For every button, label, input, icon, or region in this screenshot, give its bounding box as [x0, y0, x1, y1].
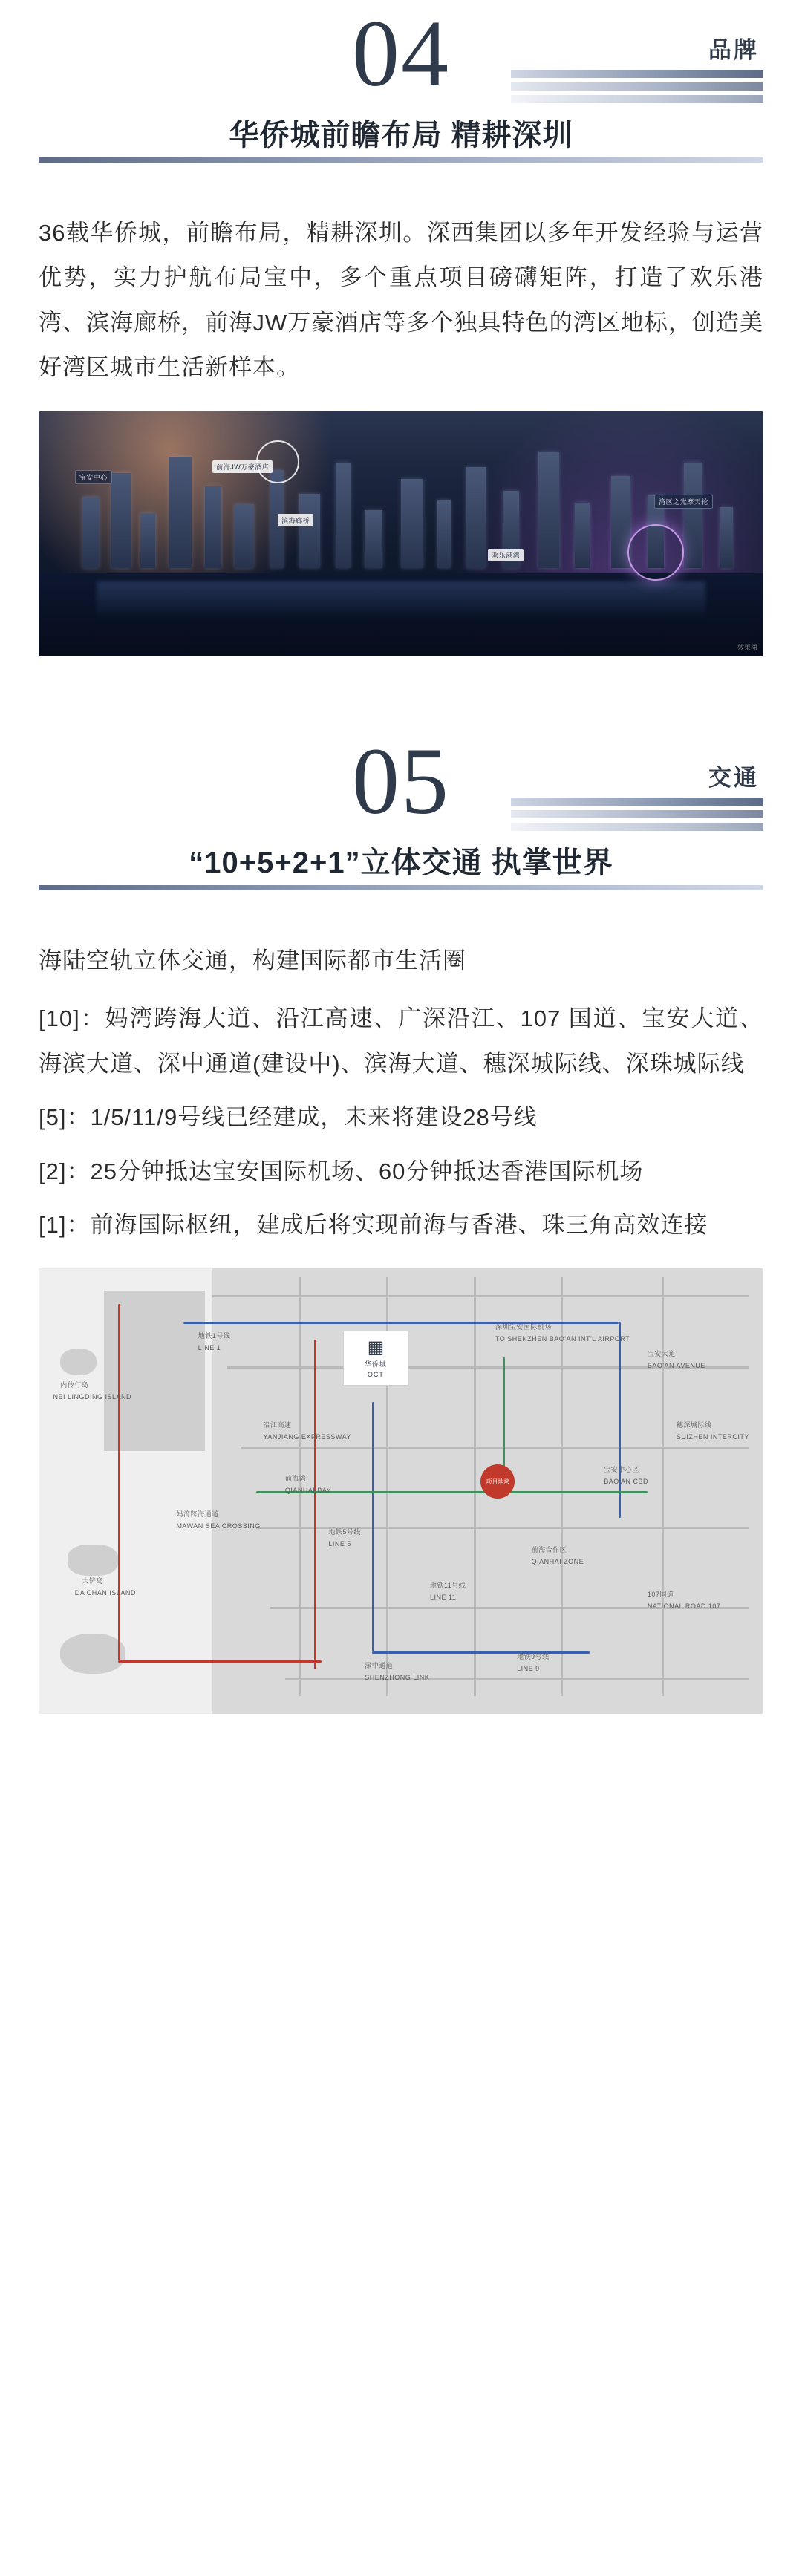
- map-road: [212, 1295, 749, 1297]
- map-pin: 滨海廊桥: [278, 514, 313, 526]
- map-label: 沿江高速: [263, 1421, 292, 1429]
- map-road: [474, 1277, 476, 1696]
- map-label: 穗深城际线: [676, 1421, 712, 1429]
- map-label: 内伶仃岛: [60, 1381, 89, 1389]
- map-label: QIANHAI ZONE: [531, 1558, 584, 1566]
- stripe-bar: [511, 798, 763, 806]
- transit-map: [39, 1268, 763, 1714]
- map-road: [241, 1447, 749, 1449]
- section-transport: [39, 728, 763, 1715]
- section-05-body: [39, 939, 763, 1248]
- section-tag: 品牌: [708, 37, 759, 63]
- map-label: 前海湾: [284, 1475, 307, 1483]
- building: [684, 463, 702, 568]
- building: [111, 473, 131, 568]
- map-label: MAWAN SEA CROSSING: [176, 1522, 261, 1530]
- building: [299, 494, 320, 568]
- building: [365, 510, 382, 568]
- project-site-badge: 项目地块: [480, 1464, 515, 1499]
- map-label: LINE 1: [198, 1344, 221, 1352]
- transport-item: [2]：25分钟抵达宝安国际机场、60分钟抵达香港国际机场: [39, 1158, 644, 1184]
- paragraph: 36载华侨城，前瞻布局，精耕深圳。深西集团以多年开发经验与运营优势，实力护航布局宝中，多个重点项目磅礴矩阵，打造了欢乐港湾、滨海廊桥，前海JW万豪酒店等多个独具特色的湾区地标，创造美好湾区城市生活新样本。: [39, 220, 763, 381]
- section-number: 04: [352, 1, 450, 106]
- ferris-wheel-icon: [627, 524, 684, 581]
- section-title-bold: “10+5+2+1”立体交通: [189, 846, 483, 879]
- building: [720, 507, 733, 568]
- map-label: LINE 11: [430, 1594, 457, 1602]
- map-pin: 湾区之光摩天轮: [654, 495, 713, 509]
- section-title-rest: 精耕深圳: [442, 119, 573, 151]
- header-stripes: [511, 70, 763, 108]
- bay-water: [39, 573, 763, 656]
- map-pin: 前海JW万豪酒店: [212, 460, 273, 473]
- building: [82, 497, 99, 568]
- building: [140, 513, 155, 568]
- map-label: SUIZHEN INTERCITY: [676, 1433, 749, 1441]
- section-tag: 交通: [708, 764, 759, 791]
- map-label: 大铲岛: [82, 1577, 104, 1585]
- transport-item: [10]：妈湾跨海大道、沿江高速、广深沿江、107 国道、宝安大道、海滨大道、深中通道(建设中)、滨海大道、穗深城际线、深珠城际线: [39, 1005, 763, 1077]
- section-title-bold: 华侨城前瞻布局: [229, 119, 443, 151]
- map-island-small: [60, 1634, 125, 1674]
- lead-paragraph: 海陆空轨立体交通，构建国际都市生活圈: [39, 947, 466, 974]
- stripe-bar: [511, 810, 763, 818]
- map-pin: 宝安中心: [75, 470, 112, 484]
- map-label: 宝安大道: [647, 1350, 676, 1358]
- section-title: [39, 111, 763, 154]
- map-label: LINE 9: [517, 1665, 540, 1673]
- map-label: 地铁9号线: [517, 1653, 550, 1661]
- project-logo: [343, 1331, 408, 1386]
- stripe-bar: [511, 82, 763, 91]
- section-title: [39, 839, 763, 881]
- map-label: BAO'AN AVENUE: [647, 1362, 705, 1370]
- map-label: 宝安中心区: [604, 1466, 639, 1474]
- map-label: 地铁11号线: [430, 1582, 466, 1590]
- map-line-blue: [372, 1402, 374, 1651]
- section-title-rest: 执掌世界: [482, 846, 613, 879]
- city-night-render: [39, 411, 763, 656]
- map-island-dachan: [68, 1545, 118, 1576]
- map-label: 妈湾跨海通道: [176, 1510, 219, 1519]
- stripe-bar: [511, 823, 763, 831]
- building: [169, 457, 192, 568]
- map-line-blue: [183, 1322, 619, 1324]
- map-label: QIANHAI BAY: [284, 1487, 332, 1495]
- logo-sub: OCT: [367, 1370, 384, 1378]
- logo-text: 华侨城: [364, 1360, 387, 1368]
- map-label: 深圳宝安国际机场: [495, 1323, 552, 1331]
- section-04-body: [39, 211, 763, 391]
- map-label: LINE 5: [328, 1540, 351, 1548]
- section-04-header: [39, 0, 763, 172]
- section-rule: [39, 885, 763, 890]
- map-pin: 欢乐港湾: [488, 549, 524, 561]
- transport-item: [1]：前海国际枢纽，建成后将实现前海与香港、珠三角高效连接: [39, 1211, 708, 1238]
- section-rule: [39, 157, 763, 163]
- building: [575, 503, 590, 568]
- building: [466, 467, 486, 568]
- map-road: [662, 1277, 664, 1696]
- section-05-header: [39, 728, 763, 900]
- building: [336, 463, 351, 568]
- map-island-lingding: [60, 1349, 97, 1375]
- header-stripes: [511, 798, 763, 835]
- map-label: 地铁1号线: [198, 1332, 231, 1340]
- map-line-blue: [619, 1322, 621, 1518]
- building: [205, 486, 221, 568]
- map-label: DA CHAN ISLAND: [74, 1589, 136, 1597]
- map-label: YANJIANG EXPRESSWAY: [263, 1433, 351, 1441]
- map-label: 地铁5号线: [328, 1528, 361, 1536]
- building: [235, 504, 254, 568]
- section-brand: [39, 0, 763, 656]
- map-label: TO SHENZHEN BAO'AN INT'L AIRPORT: [495, 1335, 630, 1343]
- stripe-bar: [511, 95, 763, 103]
- map-label: 深中通道: [365, 1662, 394, 1670]
- building: [538, 452, 559, 568]
- map-line-blue: [372, 1651, 590, 1654]
- stripe-bar: [511, 70, 763, 78]
- map-road: [285, 1678, 749, 1680]
- building: [401, 479, 423, 568]
- map-line-red: [314, 1340, 316, 1669]
- building: [437, 500, 451, 568]
- map-label: 前海合作区: [531, 1546, 567, 1554]
- section-number: 05: [352, 728, 450, 834]
- map-label: SHENZHONG LINK: [365, 1674, 430, 1682]
- map-label: BAO'AN CBD: [604, 1478, 648, 1486]
- map-label: 107国道: [647, 1591, 674, 1599]
- map-label: NATIONAL ROAD 107: [647, 1602, 721, 1611]
- map-line-red: [118, 1304, 120, 1660]
- figure-credit: 效果图: [737, 643, 757, 651]
- transport-item: [5]：1/5/11/9号线已经建成，未来将建设28号线: [39, 1104, 538, 1131]
- building-icon: ▦: [367, 1337, 385, 1357]
- map-label: NEI LINGDING ISLAND: [53, 1393, 132, 1401]
- map-line-red: [118, 1660, 321, 1663]
